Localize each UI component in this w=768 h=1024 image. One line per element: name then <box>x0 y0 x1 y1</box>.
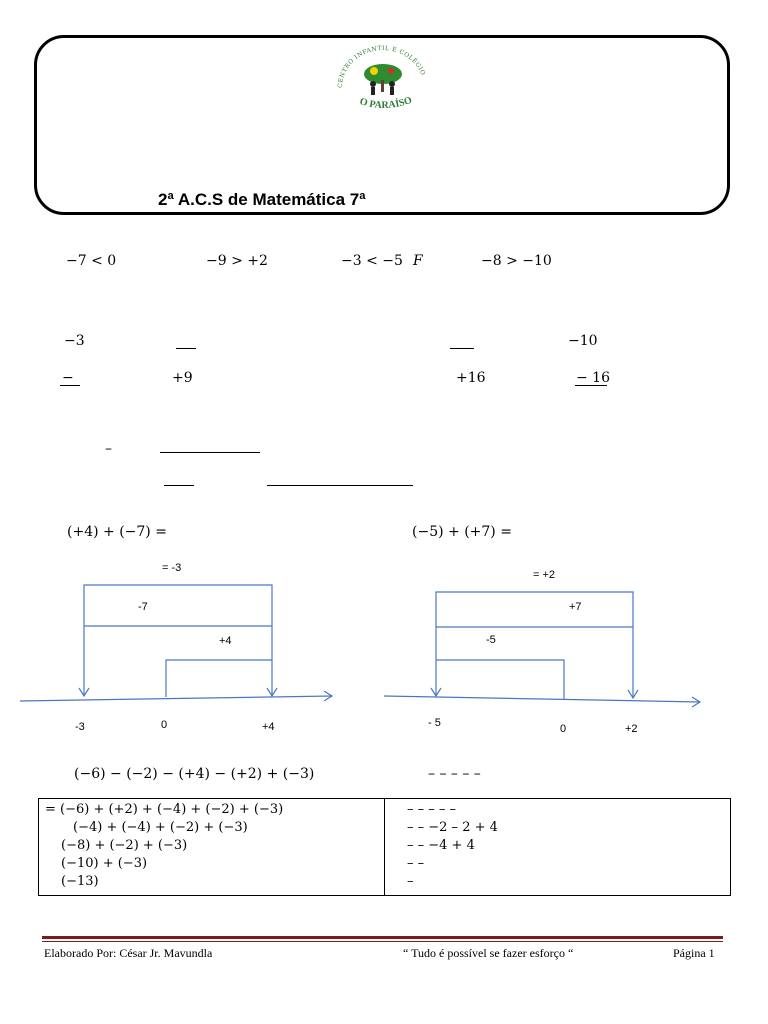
expression-right: (−5) + (+7) = <box>412 524 512 540</box>
right-tick-1: - 5 <box>428 717 441 729</box>
work-line: – – −2 – 2 + 4 <box>407 820 498 835</box>
left-tick-2: 0 <box>161 719 168 731</box>
opposite-d-answer: − 16 <box>576 370 610 386</box>
opposite-a-answer: − <box>62 370 74 386</box>
work-line: (−13) <box>61 874 99 889</box>
footer-author: Elaborado Por: César Jr. Mavundla <box>44 946 213 960</box>
right-result-label: = +2 <box>533 569 556 581</box>
exercise-right-dashes: – – – – – <box>428 766 481 782</box>
work-line: (−10) + (−3) <box>61 856 148 871</box>
left-tick-3: +4 <box>262 721 275 733</box>
footer-page-number: Página 1 <box>673 946 715 960</box>
right-tick-3: +2 <box>625 723 638 735</box>
footer-quote: “ Tudo é possível se fazer esforço “ <box>403 946 574 960</box>
work-line: (−8) + (−2) + (−3) <box>61 838 188 853</box>
number-line-right-axis <box>384 696 700 702</box>
number-line-left-axis <box>20 696 332 701</box>
work-table-left-cell <box>39 799 385 896</box>
comparison-2: −9 > +2 <box>206 253 268 269</box>
opposite-b-blank[interactable] <box>176 348 196 349</box>
opposite-b-blank-text <box>176 333 197 349</box>
comparison-3: −3 < −5 <box>341 253 403 269</box>
table-row <box>39 799 731 896</box>
page-title: 2ª A.C.S de Matemática 7ª <box>158 190 366 209</box>
opposite-c-value: +16 <box>456 370 486 386</box>
logo-arc-text: CENTRO INFANTIL E COLÉGIO <box>336 44 427 89</box>
logo-name: O PARAÍSO <box>358 94 414 112</box>
work-line: = (−6) + (+2) + (−4) + (−2) + (−3) <box>45 802 284 817</box>
right-second-label: -5 <box>486 634 496 646</box>
bracket-left-second <box>166 660 272 697</box>
opposite-c-blank-text <box>450 333 471 349</box>
left-tick-1: -3 <box>75 721 85 733</box>
opposite-d-value: −10 <box>568 333 598 349</box>
right-first-label: +7 <box>569 601 582 613</box>
footer-rule-thick <box>42 936 723 939</box>
right-tick-2: 0 <box>560 723 567 735</box>
bracket-left-result <box>84 585 272 695</box>
bracket-right-second <box>436 660 564 700</box>
left-second-label: +4 <box>219 635 232 647</box>
work-table-right-cell <box>385 799 731 896</box>
opposite-b-value: +9 <box>172 370 193 386</box>
left-first-label: -7 <box>138 601 148 613</box>
footer-rule-thin <box>42 941 723 942</box>
work-line: – – −4 + 4 <box>407 838 475 853</box>
school-logo <box>328 42 438 122</box>
logo-flower <box>388 68 394 74</box>
comparison-4: −8 > −10 <box>481 253 552 269</box>
opposite-c-blank[interactable] <box>450 348 474 349</box>
bracket-right-result <box>436 592 633 698</box>
work-line: – – – – – <box>407 802 457 817</box>
left-result-label: = -3 <box>162 562 182 574</box>
logo-sun <box>370 67 378 75</box>
comparison-1: −7 < 0 <box>66 253 117 269</box>
logo-trunk <box>381 80 384 92</box>
answer-line-1[interactable] <box>160 452 260 453</box>
work-line: (−4) + (−4) + (−2) + (−3) <box>73 820 248 835</box>
dash-mark: – <box>105 441 112 457</box>
opposite-a-answer-underline <box>60 385 80 386</box>
expression-left: (+4) + (−7) = <box>67 524 167 540</box>
answer-line-2[interactable] <box>164 485 194 486</box>
opposite-a-value: −3 <box>64 333 85 349</box>
number-line-diagrams <box>0 555 768 745</box>
work-table <box>38 798 731 896</box>
answer-line-3[interactable] <box>267 485 413 486</box>
opposite-d-answer-underline <box>575 385 607 386</box>
comparison-3-answer: F <box>413 253 423 269</box>
work-line: – <box>407 874 414 889</box>
exercise-expression: (−6) − (−2) − (+4) − (+2) + (−3) <box>74 766 315 782</box>
work-line: – – <box>407 856 425 871</box>
